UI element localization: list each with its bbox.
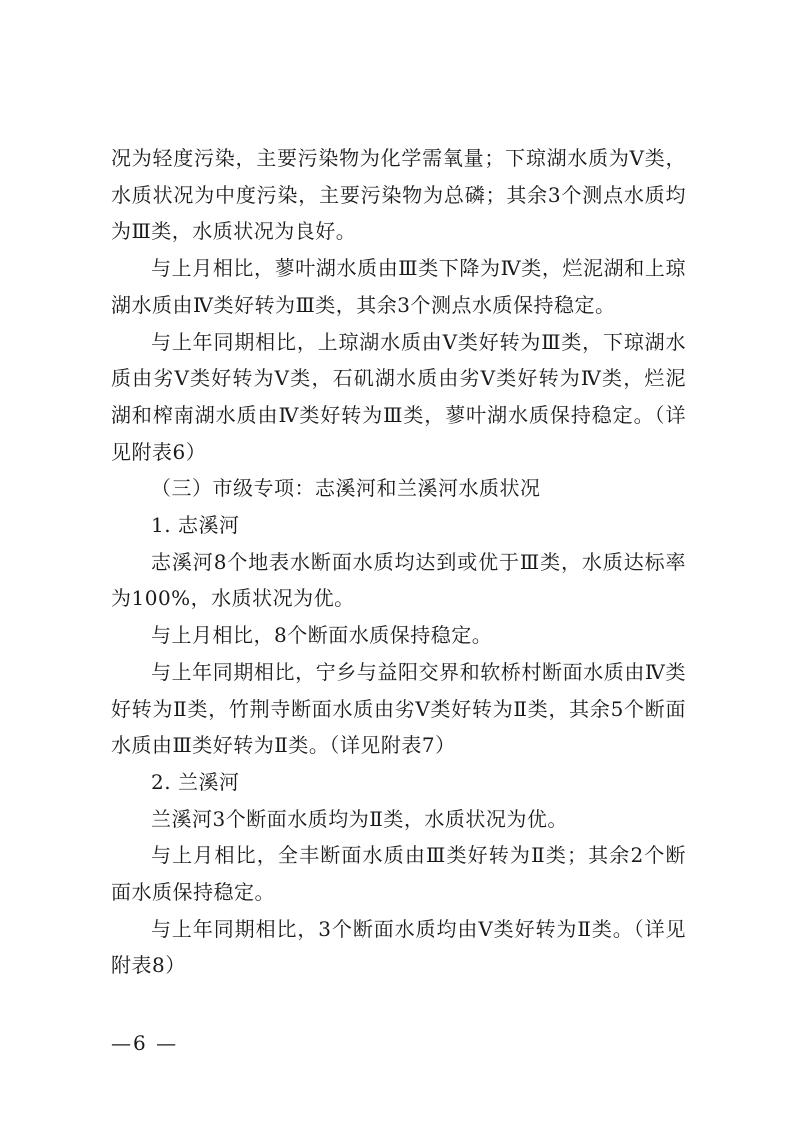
page-number: —6 — (111, 1031, 179, 1055)
paragraph-zhixi-month-comparison: 与上月相比，8个断面水质保持稳定。 (151, 623, 493, 648)
paragraph-month-comparison-lakes: 与上月相比，蓼叶湖水质由Ⅲ类下降为Ⅳ类，烂泥湖和上琼湖水质由Ⅳ类好转为Ⅲ类，其余3个测点水质保持稳定。 (111, 256, 686, 317)
subheading-zhixi-river: 1. 志溪河 (151, 513, 240, 538)
paragraph-continuation: 况为轻度污染，主要污染物为化学需氧量；下琼湖水质为Ⅴ类，水质状况为中度污染，主要污染物为总磷；其余3个测点水质均为Ⅲ类，水质状况为良好。 (111, 146, 686, 244)
paragraph-zhixi-summary: 志溪河8个地表水断面水质均达到或优于Ⅲ类，水质达标率为100%，水质状况为优。 (111, 549, 686, 611)
paragraph-year-comparison-lakes: 与上年同期相比，上琼湖水质由Ⅴ类好转为Ⅲ类，下琼湖水质由劣Ⅴ类好转为Ⅴ类，石矶湖水质由劣Ⅴ类好转为Ⅳ类，烂泥湖和榨南湖水质由Ⅳ类好转为Ⅲ类，蓼叶湖水质保持稳定。（详见附表6） (111, 329, 686, 464)
section-heading-city-special: （三）市级专项：志溪河和兰溪河水质状况 (151, 476, 541, 501)
body-text (111, 140, 686, 984)
paragraph-zhixi-year-comparison: 与上年同期相比，宁乡与益阳交界和软桥村断面水质由Ⅳ类好转为Ⅱ类，竹荆寺断面水质由劣Ⅴ类好转为Ⅱ类，其余5个断面水质由Ⅲ类好转为Ⅱ类。（详见附表7） (111, 659, 686, 758)
paragraph-lanxi-summary: 兰溪河3个断面水质均为Ⅱ类，水质状况为优。 (151, 806, 568, 831)
paragraph-lanxi-month-comparison: 与上月相比，全丰断面水质由Ⅲ类好转为Ⅱ类；其余2个断面水质保持稳定。 (111, 843, 686, 905)
subheading-lanxi-river: 2. 兰溪河 (151, 769, 240, 794)
paragraph-lanxi-year-comparison: 与上年同期相比，3个断面水质均由Ⅴ类好转为Ⅱ类。（详见附表8） (111, 916, 686, 978)
